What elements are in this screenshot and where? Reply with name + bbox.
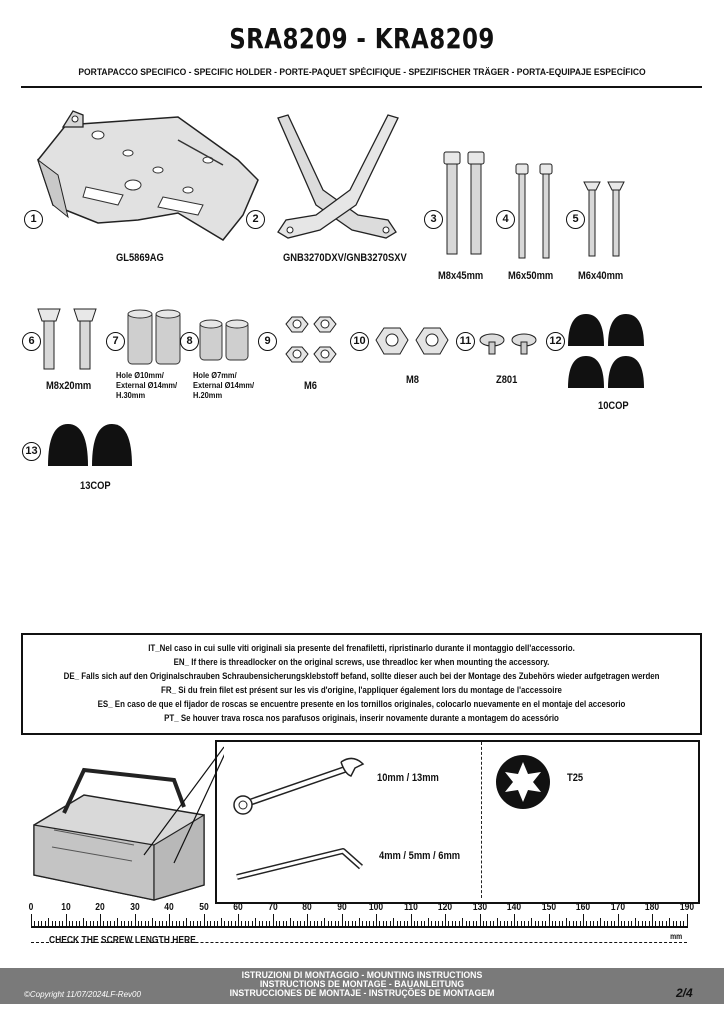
ruler-tick bbox=[293, 921, 294, 926]
ruler-tick bbox=[473, 921, 474, 926]
ruler-tick bbox=[462, 918, 463, 926]
ruler-tick-label: 130 bbox=[472, 902, 487, 913]
footer-title-line: ISTRUZIONI DI MONTAGGIO - MOUNTING INSTRUCTIONS bbox=[241, 970, 483, 981]
ruler-tick bbox=[649, 921, 650, 926]
ruler-tick bbox=[417, 921, 418, 926]
ruler-tick bbox=[207, 921, 208, 926]
ruler-tick bbox=[397, 921, 398, 926]
note-pt: PT_ Se houver trava rosca nos parafusos originais, inserir novamente durante a montagem do acessório bbox=[164, 713, 559, 723]
ruler-tick bbox=[217, 921, 218, 926]
ruler-tick-label: 60 bbox=[233, 902, 243, 913]
part-description bbox=[116, 370, 177, 400]
ruler-tick bbox=[593, 921, 594, 926]
wrench-size-label: 10mm / 13mm bbox=[377, 772, 439, 784]
ruler-tick bbox=[204, 914, 205, 926]
part-label: M8x20mm bbox=[46, 380, 92, 392]
ruler-tick bbox=[100, 914, 101, 926]
ruler-tick bbox=[435, 921, 436, 926]
ruler-tick bbox=[241, 921, 242, 926]
ruler-tick bbox=[179, 921, 180, 926]
part-label: M8 bbox=[406, 374, 419, 386]
ruler-tick bbox=[107, 921, 108, 926]
ruler-tick bbox=[538, 921, 539, 926]
ruler-tick bbox=[438, 921, 439, 926]
note-it: IT_Nel caso in cui sulle viti originali sia presente del frenafiletti, ripristinarlo durante il montaggio dell'accessorio. bbox=[148, 643, 575, 653]
screw-m6x50-illustration bbox=[512, 162, 562, 262]
ruler-tick bbox=[680, 921, 681, 926]
part-label: 10COP bbox=[598, 400, 629, 412]
ruler-tick bbox=[97, 921, 98, 926]
part-description-line: External Ø14mm/ bbox=[116, 380, 178, 390]
nut-m8-illustration bbox=[374, 322, 454, 362]
ruler-tick bbox=[269, 921, 270, 926]
part-description-line: Hole Ø10mm/ bbox=[116, 370, 164, 380]
ruler-tick bbox=[172, 921, 173, 926]
ruler-tick bbox=[114, 921, 115, 926]
ruler-tick bbox=[48, 918, 49, 926]
ruler-tick-label: 50 bbox=[198, 902, 209, 913]
ruler-tick bbox=[386, 921, 387, 926]
spacer-h30-illustration bbox=[126, 308, 186, 368]
part-number-badge: 3 bbox=[424, 210, 443, 229]
part-number-badge: 9 bbox=[258, 332, 277, 351]
ruler-tick bbox=[369, 921, 370, 926]
ruler-tick bbox=[231, 921, 232, 926]
ruler-tick bbox=[66, 914, 67, 926]
ruler-tick-label: 0 bbox=[28, 902, 34, 913]
ruler-tick bbox=[676, 921, 677, 926]
ruler-tick bbox=[159, 921, 160, 926]
ruler-tick bbox=[448, 921, 449, 926]
ruler-tick bbox=[586, 921, 587, 926]
part-description bbox=[193, 370, 254, 400]
ruler-tick bbox=[373, 921, 374, 926]
cap-13cop-illustration bbox=[46, 420, 136, 470]
part-description-line: H.30mm bbox=[116, 390, 146, 400]
ruler-tick bbox=[307, 914, 308, 926]
ruler-tick-label: 10 bbox=[60, 902, 71, 913]
ruler-tick bbox=[531, 918, 532, 926]
ruler-tick bbox=[124, 921, 125, 926]
ruler-tick bbox=[514, 914, 515, 926]
ruler-tick bbox=[338, 921, 339, 926]
ruler-tick bbox=[197, 921, 198, 926]
ruler-tick-label: 170 bbox=[610, 902, 625, 913]
ruler-tick bbox=[72, 921, 73, 926]
ruler-tick bbox=[404, 921, 405, 926]
ruler-tick bbox=[493, 921, 494, 926]
ruler-tick bbox=[255, 918, 256, 926]
ruler-tick bbox=[266, 921, 267, 926]
ruler-baseline bbox=[31, 926, 688, 928]
ruler-tick bbox=[486, 921, 487, 926]
ruler-tick bbox=[428, 918, 429, 926]
ruler-tick bbox=[497, 918, 498, 926]
ruler-tick bbox=[121, 921, 122, 926]
ruler-tick bbox=[618, 914, 619, 926]
ruler-tick bbox=[483, 921, 484, 926]
ruler-tick bbox=[238, 914, 239, 926]
ruler-tick bbox=[542, 921, 543, 926]
ruler-tick bbox=[224, 921, 225, 926]
ruler-tick bbox=[611, 921, 612, 926]
ruler-tick bbox=[235, 921, 236, 926]
header-divider bbox=[21, 86, 702, 88]
ruler-tick bbox=[41, 921, 42, 926]
ruler-tick bbox=[580, 921, 581, 926]
ruler-tick bbox=[635, 918, 636, 926]
ruler-tick bbox=[93, 921, 94, 926]
ruler-tick bbox=[69, 921, 70, 926]
ruler-tick-label: 180 bbox=[644, 902, 660, 913]
ruler-tick bbox=[52, 921, 53, 926]
ruler-tick bbox=[262, 921, 263, 926]
ruler-tick bbox=[328, 921, 329, 926]
ruler-tick-label: 70 bbox=[267, 902, 278, 913]
required-tools-box bbox=[215, 740, 700, 904]
ruler-tick bbox=[135, 914, 136, 926]
ruler-tick bbox=[576, 921, 577, 926]
ruler-tick bbox=[276, 921, 277, 926]
ruler-tick bbox=[279, 921, 280, 926]
page-subtitle: PORTAPACCO SPECIFICO - SPECIFIC HOLDER - PORTE-PAQUET SPÉCIFIQUE - SPEZIFISCHER TRÄGER - PORTA-EQUIPAJE ESPECÍFICO bbox=[78, 67, 646, 78]
ruler-unit: mm bbox=[670, 932, 683, 941]
part-number-badge: 8 bbox=[180, 332, 199, 351]
ruler-tick bbox=[490, 921, 491, 926]
ruler-tick bbox=[366, 921, 367, 926]
ruler-tick bbox=[176, 921, 177, 926]
ruler-tick bbox=[138, 921, 139, 926]
ruler-tick bbox=[166, 921, 167, 926]
ruler-tick bbox=[252, 921, 253, 926]
ruler-tick bbox=[559, 921, 560, 926]
ruler-tick bbox=[290, 918, 291, 926]
ruler-tick bbox=[459, 921, 460, 926]
part-number-badge: 4 bbox=[496, 210, 515, 229]
ruler-tick bbox=[431, 921, 432, 926]
ruler-tick-label: 30 bbox=[129, 902, 140, 913]
ruler-caption: CHECK THE SCREW LENGTH HERE bbox=[48, 935, 196, 946]
clip-z801-illustration bbox=[478, 330, 542, 360]
ruler-tick bbox=[183, 921, 184, 926]
tools-divider bbox=[481, 742, 482, 898]
ruler-tick bbox=[190, 921, 191, 926]
ruler-tick bbox=[210, 921, 211, 926]
ruler-tick bbox=[83, 918, 84, 926]
part-number-badge: 11 bbox=[456, 332, 475, 351]
spacer-h20-illustration bbox=[198, 318, 254, 364]
ruler-tick bbox=[583, 914, 584, 926]
ruler-tick bbox=[621, 921, 622, 926]
ruler-tick bbox=[90, 921, 91, 926]
ruler-tick-label: 150 bbox=[541, 902, 556, 913]
ruler-tick bbox=[162, 921, 163, 926]
screw-m8x45-illustration bbox=[440, 150, 490, 260]
ruler-tick bbox=[662, 921, 663, 926]
ruler-tick bbox=[393, 918, 394, 926]
threadlocker-notes-box bbox=[21, 633, 702, 735]
ruler-tick bbox=[141, 921, 142, 926]
ruler-tick bbox=[638, 921, 639, 926]
ruler-tick bbox=[335, 921, 336, 926]
ruler-tick bbox=[103, 921, 104, 926]
ruler-tick bbox=[286, 921, 287, 926]
ruler-tick bbox=[304, 921, 305, 926]
ruler-tick bbox=[659, 921, 660, 926]
ruler-tick bbox=[504, 921, 505, 926]
ruler-tick bbox=[390, 921, 391, 926]
ruler-tick bbox=[345, 921, 346, 926]
ruler-tick bbox=[480, 914, 481, 926]
part-label: M6x40mm bbox=[578, 270, 624, 282]
ruler-tick bbox=[500, 921, 501, 926]
ruler-tick bbox=[445, 914, 446, 926]
part-label: M6 bbox=[304, 380, 317, 392]
ruler-tick bbox=[128, 921, 129, 926]
ruler-tick-label: 100 bbox=[368, 902, 384, 913]
part-label: GL5869AG bbox=[116, 252, 164, 264]
ruler-tick bbox=[424, 921, 425, 926]
ruler-tick bbox=[597, 921, 598, 926]
hex-key-icon bbox=[231, 837, 371, 887]
ruler-tick bbox=[155, 921, 156, 926]
ruler-tick bbox=[245, 921, 246, 926]
rack-plate-illustration bbox=[28, 105, 268, 245]
ruler-tick bbox=[193, 921, 194, 926]
ruler-tick bbox=[55, 921, 56, 926]
ruler-tick bbox=[414, 921, 415, 926]
ruler-tick bbox=[590, 921, 591, 926]
ruler-tick bbox=[45, 921, 46, 926]
ruler-tick bbox=[555, 921, 556, 926]
ruler-tick bbox=[614, 921, 615, 926]
part-label: M8x45mm bbox=[438, 270, 484, 282]
ruler-tick bbox=[228, 921, 229, 926]
part-number-badge: 6 bbox=[22, 332, 41, 351]
ruler-tick bbox=[652, 914, 653, 926]
ruler-tick bbox=[669, 918, 670, 926]
ruler-tick bbox=[131, 921, 132, 926]
ruler-tick bbox=[687, 914, 688, 926]
ruler-tick bbox=[545, 921, 546, 926]
ruler-tick bbox=[376, 914, 377, 926]
ruler-tick bbox=[573, 921, 574, 926]
bracket-illustration bbox=[268, 110, 418, 250]
nut-m6-illustration bbox=[282, 314, 342, 370]
footer-title-line: INSTRUCTIONS DE MONTAGE - BAUANLEITUNG bbox=[259, 979, 465, 990]
ruler-tick bbox=[452, 921, 453, 926]
note-fr: FR_ Si du frein filet est présent sur les vis d'origine, l'appliquer également lors du montage de l'accessoire bbox=[161, 685, 562, 695]
part-number-badge: 12 bbox=[546, 332, 565, 351]
part-number-badge: 5 bbox=[566, 210, 585, 229]
ruler-tick-label: 80 bbox=[302, 902, 312, 913]
ruler-tick bbox=[248, 921, 249, 926]
ruler-tick bbox=[117, 918, 118, 926]
part-number-badge: 7 bbox=[106, 332, 125, 351]
ruler-tick bbox=[600, 918, 601, 926]
ruler-tick bbox=[645, 921, 646, 926]
ruler-tick bbox=[549, 914, 550, 926]
footer-title-line: INSTRUCCIONES DE MONTAJE - INSTRUÇÕES DE MONTAGEM bbox=[229, 988, 495, 999]
ruler-tick bbox=[38, 921, 39, 926]
ruler-tick bbox=[552, 921, 553, 926]
ruler-tick bbox=[273, 914, 274, 926]
ruler-tick-label: 160 bbox=[575, 902, 591, 913]
ruler-tick bbox=[59, 921, 60, 926]
ruler-tick bbox=[310, 921, 311, 926]
ruler-tick bbox=[79, 921, 80, 926]
ruler-tick bbox=[300, 921, 301, 926]
part-number-badge: 13 bbox=[22, 442, 41, 461]
ruler-tick bbox=[673, 921, 674, 926]
ruler-tick bbox=[562, 921, 563, 926]
ruler-tick bbox=[221, 918, 222, 926]
note-es: ES_ En caso de que el fijador de roscas se encuentre presente en los tornillos originales, colocarlo nuevamente en el montaje del accesorio bbox=[97, 699, 626, 709]
ruler-tick bbox=[152, 918, 153, 926]
ruler-tick bbox=[34, 921, 35, 926]
ruler-tick bbox=[379, 921, 380, 926]
ruler-tick-label: 90 bbox=[336, 902, 347, 913]
ruler-tick bbox=[355, 921, 356, 926]
ruler-tick bbox=[324, 918, 325, 926]
screw-m6x40-illustration bbox=[582, 180, 632, 260]
part-description-line: H.20mm bbox=[193, 390, 223, 400]
ruler-tick bbox=[400, 921, 401, 926]
ruler-tick bbox=[407, 921, 408, 926]
ruler-tick bbox=[411, 914, 412, 926]
ruler-tick bbox=[521, 921, 522, 926]
part-label: Z801 bbox=[496, 374, 518, 386]
ruler-tick bbox=[566, 918, 567, 926]
ruler-tick bbox=[214, 921, 215, 926]
ruler-tick bbox=[607, 921, 608, 926]
ruler-tick bbox=[455, 921, 456, 926]
ruler-tick bbox=[528, 921, 529, 926]
part-label: M6x50mm bbox=[508, 270, 554, 282]
ruler-tick bbox=[442, 921, 443, 926]
torx-size-label: T25 bbox=[567, 772, 584, 784]
ruler-tick bbox=[348, 921, 349, 926]
ruler-tick bbox=[507, 921, 508, 926]
ruler-tick bbox=[476, 921, 477, 926]
cap-10cop-illustration bbox=[566, 310, 650, 394]
ruler-tick bbox=[517, 921, 518, 926]
ruler-tick bbox=[342, 914, 343, 926]
ruler-tick bbox=[314, 921, 315, 926]
part-number-badge: 2 bbox=[246, 210, 265, 229]
part-number-badge: 10 bbox=[350, 332, 369, 351]
page-number: 2/4 bbox=[676, 986, 693, 1000]
ruler-tick bbox=[86, 921, 87, 926]
ruler-tick bbox=[666, 921, 667, 926]
ruler-tick bbox=[655, 921, 656, 926]
ruler-tick-label: 40 bbox=[164, 902, 174, 913]
ruler-tick bbox=[631, 921, 632, 926]
ruler-tick bbox=[469, 921, 470, 926]
note-en: EN_ If there is threadlocker on the original screws, use threadloc ker when mounting the accessory. bbox=[173, 657, 550, 667]
ruler-tick bbox=[535, 921, 536, 926]
ruler-tick bbox=[283, 921, 284, 926]
ruler-tick-label: 120 bbox=[437, 902, 453, 913]
ruler-tick bbox=[352, 921, 353, 926]
ruler-tick bbox=[186, 918, 187, 926]
ruler-tick bbox=[421, 921, 422, 926]
ruler-tick-label: 140 bbox=[506, 902, 522, 913]
combination-wrench-icon bbox=[229, 752, 369, 822]
hex-key-size-label: 4mm / 5mm / 6mm bbox=[379, 850, 461, 862]
part-label: GNB3270DXV/GNB3270SXV bbox=[283, 252, 407, 264]
ruler-tick-label: 20 bbox=[95, 902, 105, 913]
ruler-tick bbox=[359, 918, 360, 926]
part-description-line: Hole Ø7mm/ bbox=[193, 370, 237, 380]
part-number-badge: 1 bbox=[24, 210, 43, 229]
ruler-tick-label: 190 bbox=[679, 902, 694, 913]
ruler-tick bbox=[466, 921, 467, 926]
ruler-tick bbox=[362, 921, 363, 926]
ruler-tick bbox=[628, 921, 629, 926]
ruler-tick bbox=[569, 921, 570, 926]
page-title: SRA8209 - KRA8209 bbox=[229, 22, 495, 55]
ruler-tick bbox=[383, 921, 384, 926]
ruler-tick bbox=[297, 921, 298, 926]
ruler-tick bbox=[604, 921, 605, 926]
ruler-tick bbox=[317, 921, 318, 926]
ruler-tick-label: 110 bbox=[403, 902, 418, 913]
ruler-tick bbox=[624, 921, 625, 926]
screw-m8x20-illustration bbox=[36, 305, 106, 375]
ruler-tick bbox=[321, 921, 322, 926]
ruler-tick bbox=[110, 921, 111, 926]
torx-icon bbox=[493, 752, 553, 812]
part-label: 13COP bbox=[80, 480, 111, 492]
note-de: DE_ Falls sich auf den Originalschrauben Schraubensicherungsklebstoff befand, sollte dieser auch bei der Montage des Zubehörs wieder aufgetragen werden bbox=[63, 671, 660, 681]
ruler-tick bbox=[642, 921, 643, 926]
ruler-tick bbox=[148, 921, 149, 926]
ruler-tick bbox=[524, 921, 525, 926]
ruler-tick bbox=[145, 921, 146, 926]
ruler-tick bbox=[169, 914, 170, 926]
ruler-tick bbox=[31, 914, 32, 926]
ruler-tick bbox=[76, 921, 77, 926]
toolbox-illustration bbox=[24, 735, 224, 905]
ruler-tick bbox=[331, 921, 332, 926]
ruler-tick bbox=[200, 921, 201, 926]
ruler-tick bbox=[62, 921, 63, 926]
ruler-tick bbox=[259, 921, 260, 926]
part-description-line: External Ø14mm/ bbox=[193, 380, 255, 390]
copyright-text: ©Copyright 11/07/2024LF-Rev00 bbox=[24, 990, 141, 999]
ruler-tick bbox=[683, 921, 684, 926]
ruler-tick bbox=[511, 921, 512, 926]
